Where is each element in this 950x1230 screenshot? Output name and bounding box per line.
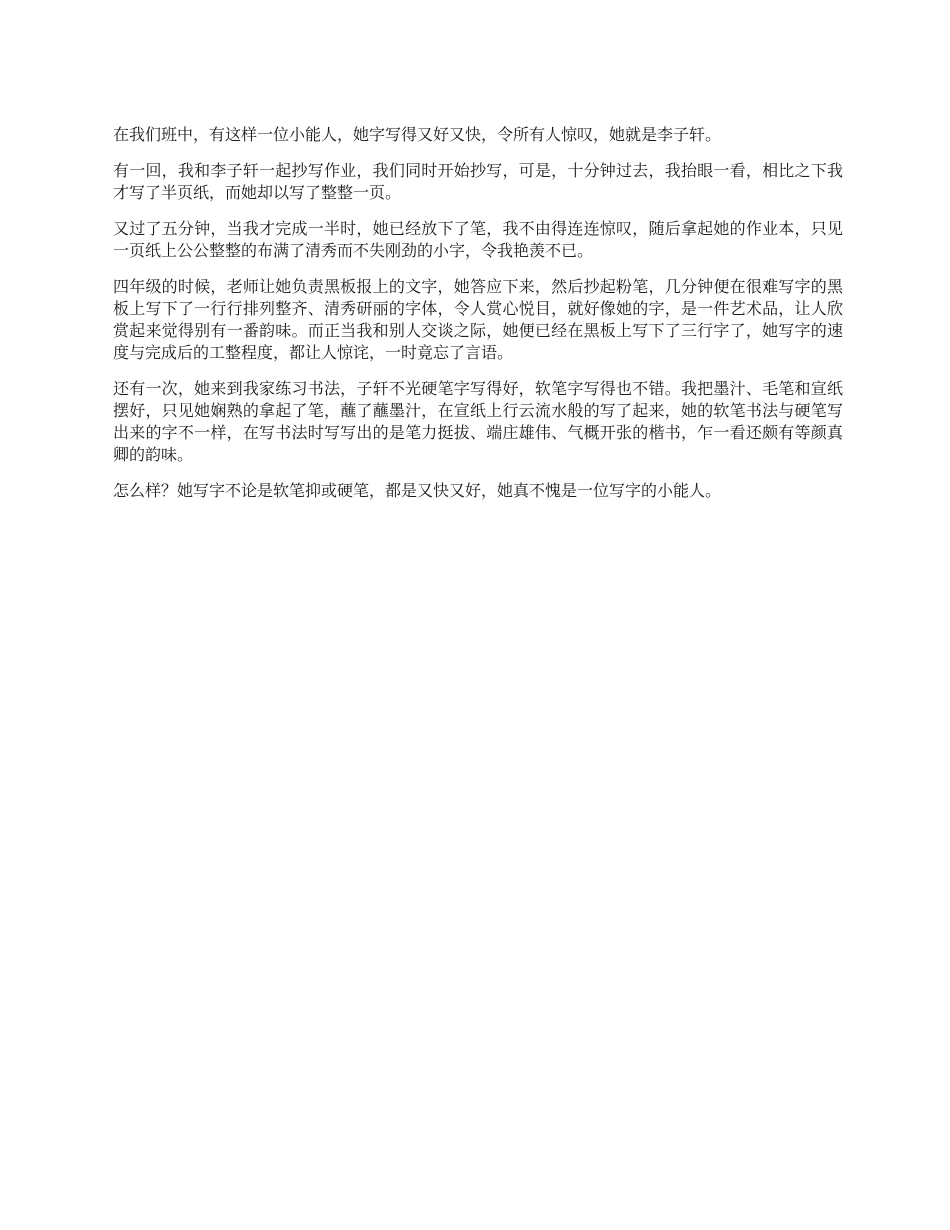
paragraph-2: 有一回，我和李子轩一起抄写作业，我们同时开始抄写，可是，十分钟过去，我抬眼一看，相比之下我才写了半页纸，而她却以写了整整一页。: [113, 161, 843, 202]
paragraph-6: 怎么样？她写字不论是软笔抑或硬笔，都是又快又好，她真不愧是一位写字的小能人。: [113, 481, 722, 500]
paragraph-3: 又过了五分钟，当我才完成一半时，她已经放下了笔，我不由得连连惊叹，随后拿起她的作业本，只见一页纸上公公整整的布满了清秀而不失刚劲的小字，令我艳羡不已。: [113, 219, 843, 260]
paragraph-1: 在我们班中，有这样一位小能人，她字写得又好又快，令所有人惊叹，她就是李子轩。: [113, 125, 722, 144]
paragraph-4: 四年级的时候，老师让她负责黑板报上的文字，她答应下来，然后抄起粉笔，几分钟便在很难写字的黑板上写下了一行行排列整齐、清秀研丽的字体，令人赏心悦目，就好像她的字，是一件艺术品，让人欣赏起来觉得别有一番韵味。而正当我和别人交谈之际，她便已经在黑板上写下了三行字了，她写字的速度与完成后的工整程度，都让人惊诧，一时竟忘了言语。: [113, 277, 843, 362]
paragraph-5: 还有一次，她来到我家练习书法，子轩不光硬笔字写得好，软笔字写得也不错。我把墨汁、毛笔和宣纸摆好，只见她娴熟的拿起了笔，蘸了蘸墨汁，在宣纸上行云流水般的写了起来，她的软笔书法与硬笔写出来的字不一样，在写书法时写写出的是笔力挺拔、端庄雄伟、气概开张的楷书，乍一看还颇有等颜真卿的韵味。: [113, 379, 843, 464]
document-body: [113, 124, 843, 516]
